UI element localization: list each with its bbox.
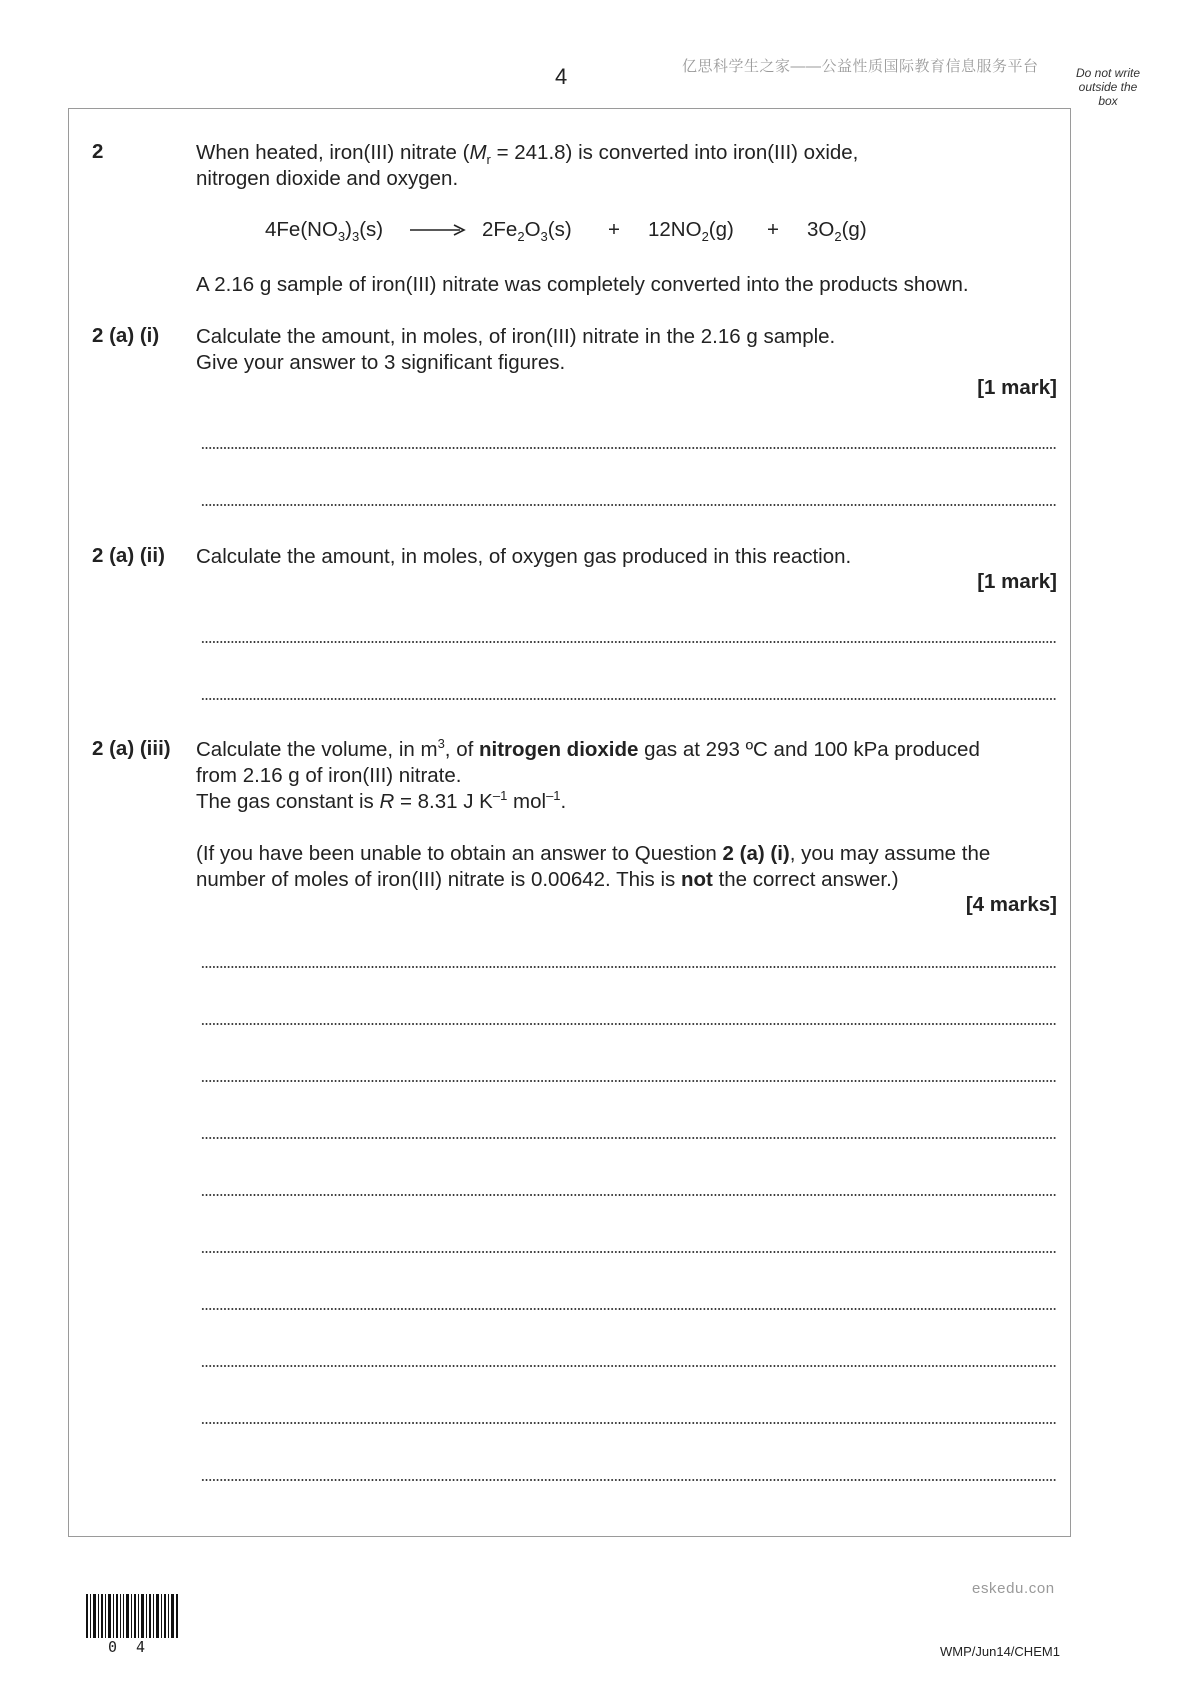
page-number: 4 [555,64,568,89]
margin-note: Do not write outside the box [1075,66,1141,108]
answer-line[interactable] [201,1364,1057,1368]
equation-plus: + [608,218,620,241]
paper-reference: WMP/Jun14/CHEM1 [940,1644,1060,1659]
answer-line[interactable] [201,965,1057,969]
footer-site-watermark: eskedu.con [972,1580,1055,1597]
equation-product-iron-oxide: $2Fe_2O_3(s)$ [482,218,572,245]
answer-line[interactable] [201,697,1057,701]
sample-statement: A 2.16 g sample of iron(III) nitrate was completely converted into the products shown. [196,273,969,296]
answer-box-border [68,108,1071,1537]
answer-line[interactable] [201,503,1057,507]
equation-plus: + [767,218,779,241]
part-a-ii-marks: [1 mark] [977,570,1057,593]
answer-line[interactable] [201,1250,1057,1254]
answer-line[interactable] [201,1022,1057,1026]
part-a-iii-marks: [4 marks] [965,893,1057,916]
part-a-iii-number: 2 (a) (iii) [92,737,171,760]
equation-product-nitrogen-dioxide: $12NO_2(g)$ [648,218,734,245]
barcode-icon [86,1594,178,1638]
part-a-ii-number: 2 (a) (ii) [92,544,165,567]
part-a-iii-text: Calculate the volume, in $m^3$, of nitrogen dioxide gas at 293 ºC and 100 kPa produced from 2.16 g of iron(III) nitrate. The gas constant is R = 8.31 J $K^{-1}$ mol$^{-1}$. [196,736,980,813]
question-intro: When heated, iron(III) nitrate $(M_r = 241.8)$ is converted into iron(III) oxide, nitrogen dioxide and oxygen. [196,141,859,190]
watermark-text: 亿思科学生之家——公益性质国际教育信息服务平台 [682,58,1039,75]
answer-line[interactable] [201,1136,1057,1140]
answer-line[interactable] [201,446,1057,450]
answer-line[interactable] [201,1478,1057,1482]
barcode-number: 0 4 [108,1638,151,1656]
part-a-i-text: Calculate the amount, in moles, of iron(III) nitrate in the 2.16 g sample. Give your answer to 3 significant figures. [196,325,836,374]
answer-line[interactable] [201,1079,1057,1083]
equation-product-oxygen: $3O_2(g)$ [807,218,867,245]
part-a-ii-text: Calculate the amount, in moles, of oxygen gas produced in this reaction. [196,545,852,568]
reaction-arrow-icon [408,216,468,246]
question-number: 2 [92,140,104,163]
answer-line[interactable] [201,1193,1057,1197]
answer-line[interactable] [201,640,1057,644]
part-a-iii-note: (If you have been unable to obtain an answer to Question 2 (a) (i), you may assume the number of moles of iron(III) nitrate is 0.00642. This is not the correct answer.) [196,842,991,891]
answer-line[interactable] [201,1307,1057,1311]
part-a-i-marks: [1 mark] [977,376,1057,399]
answer-line[interactable] [201,1421,1057,1425]
equation-reactant: $4Fe(NO_3)_3(s)$ [265,218,384,245]
part-a-i-number: 2 (a) (i) [92,324,160,347]
